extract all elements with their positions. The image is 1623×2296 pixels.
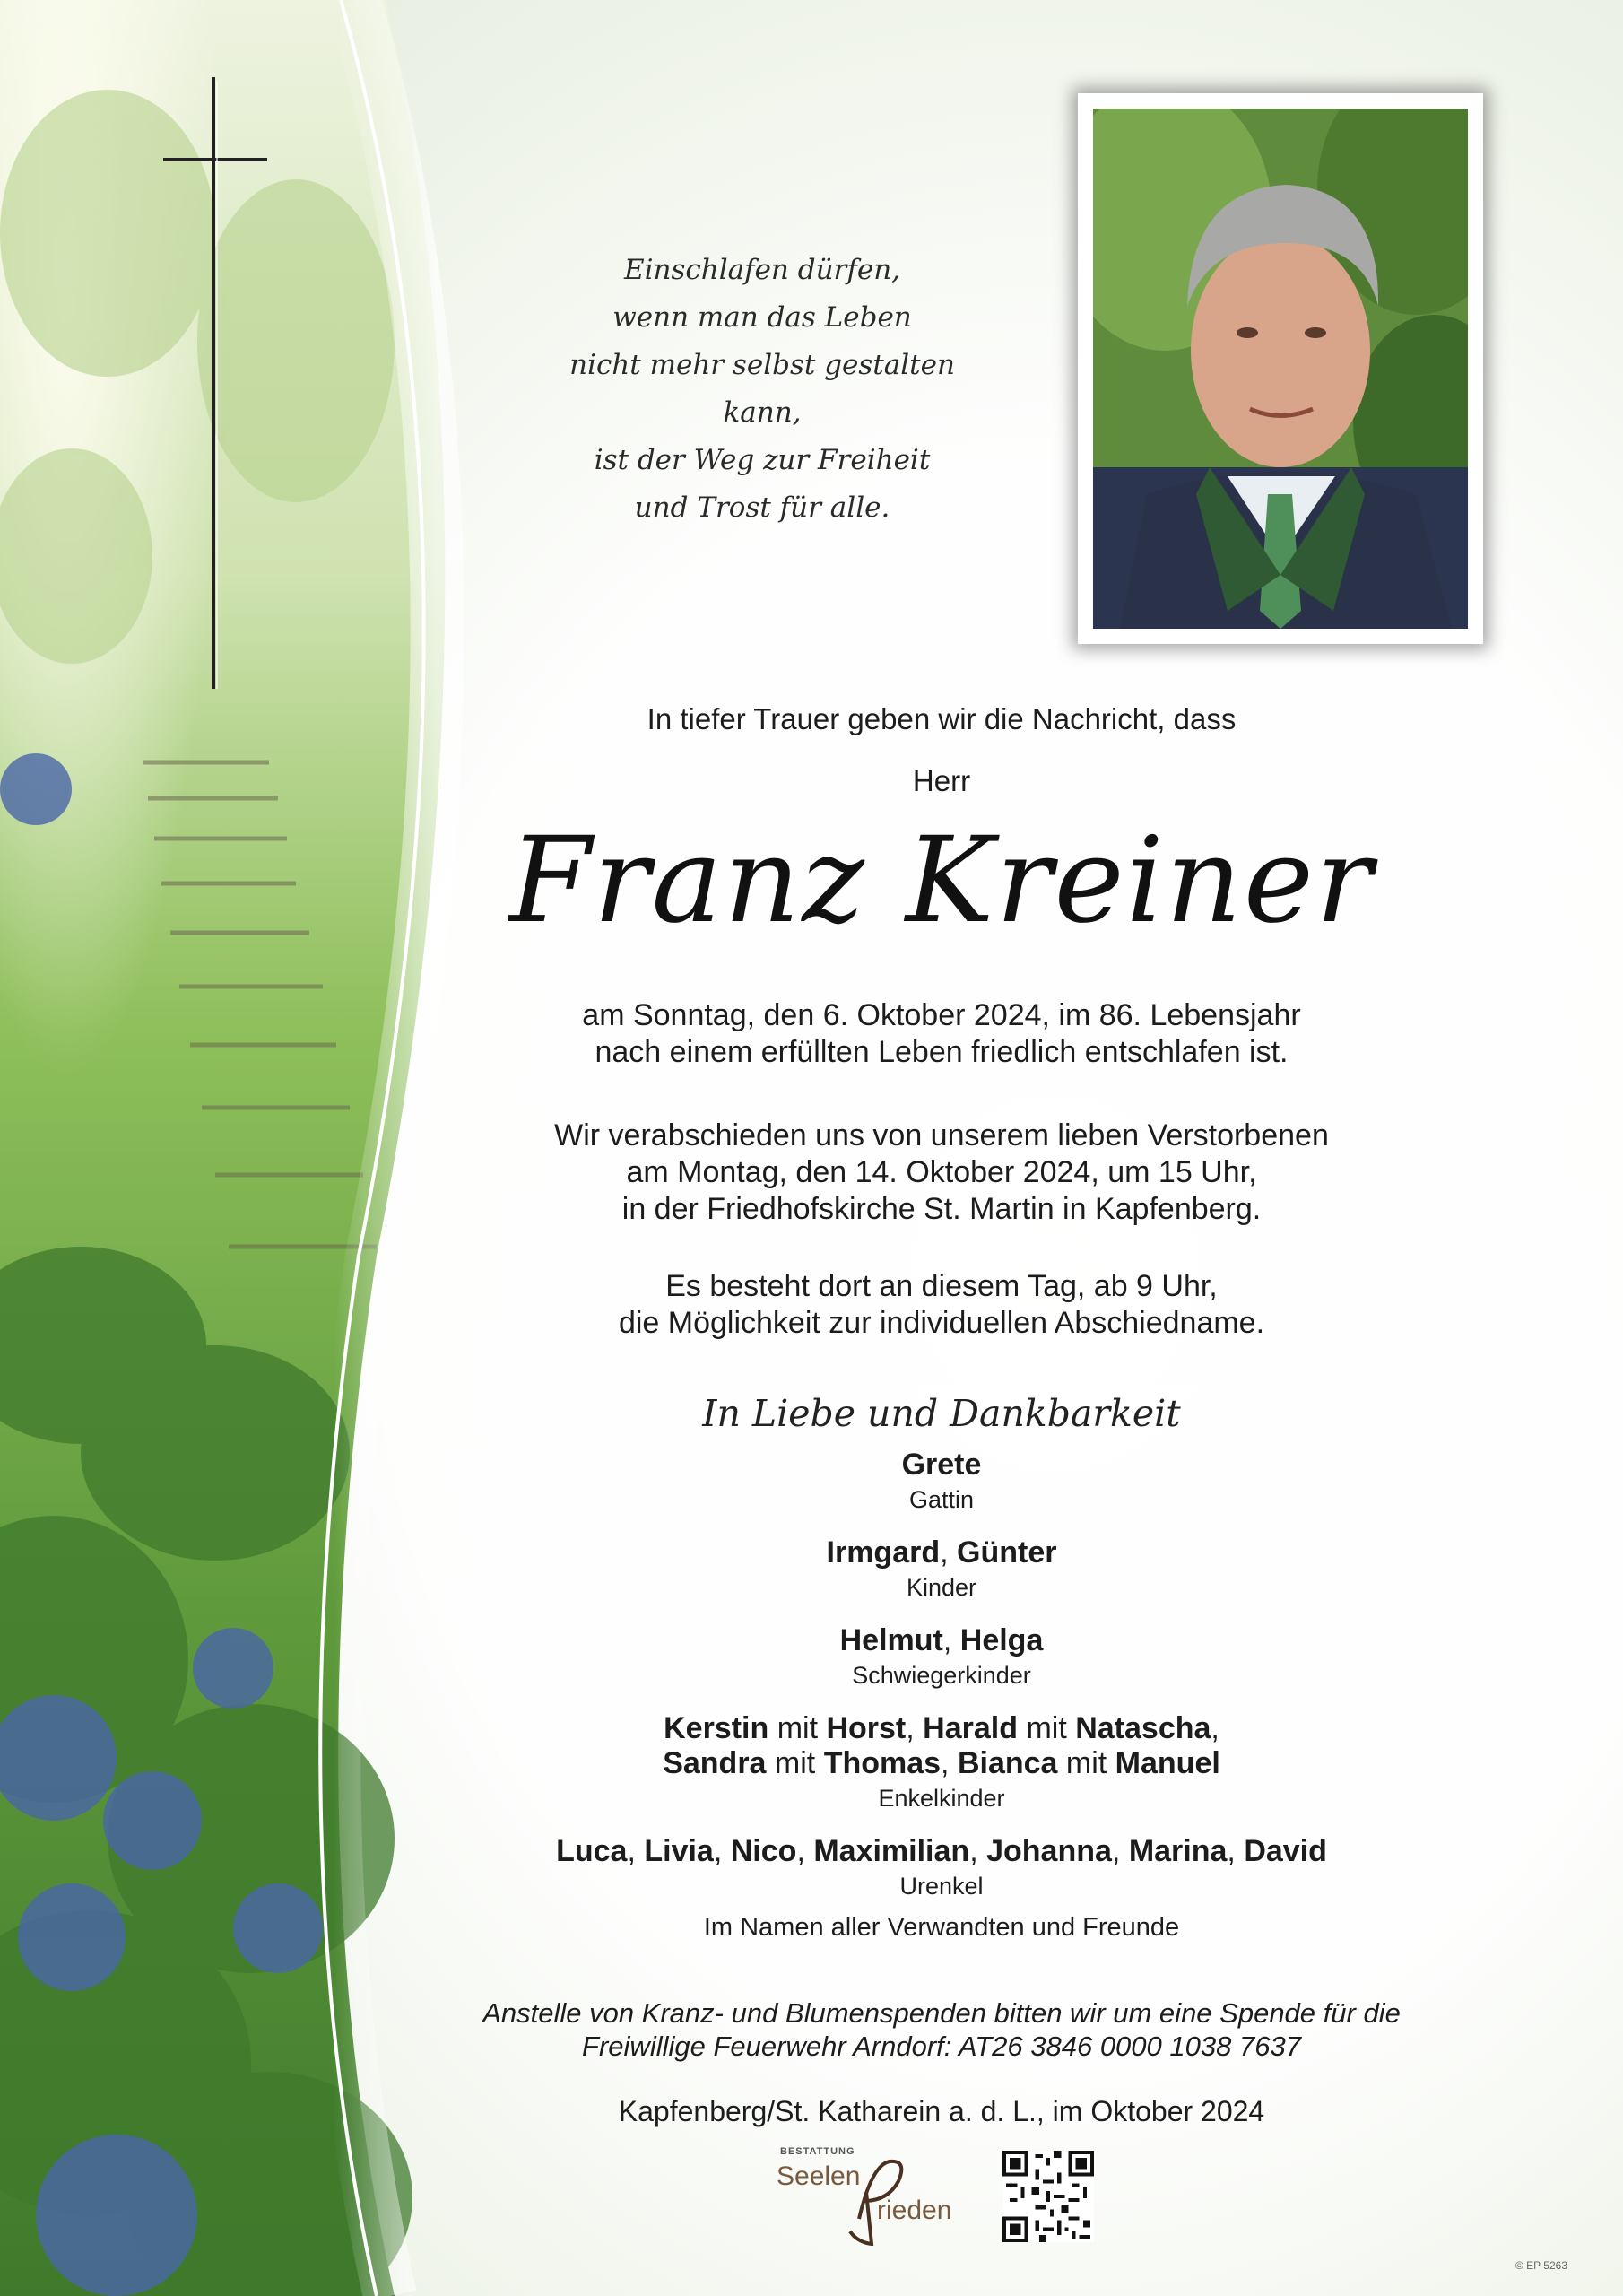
spouse-group: [448, 1448, 1435, 1514]
death-line: am Sonntag, den 6. Oktober 2024, im 86. Lebensjahr: [582, 998, 1301, 1032]
viewing-line: Es besteht dort an diesem Tag, ab 9 Uhr,: [665, 1269, 1218, 1303]
poem-line: nicht mehr selbst gestalten kann,: [569, 349, 955, 429]
funeral-home-logo: [771, 2138, 986, 2246]
relation-label: Enkelkinder: [878, 1785, 1005, 1812]
mourner-name: Sandra mit Thomas, Bianca mit Manuel: [663, 1746, 1220, 1780]
deceased-name: Franz Kreiner: [508, 812, 1375, 950]
relation-label: Kinder: [906, 1574, 977, 1601]
great-grandchildren-group: [448, 1834, 1435, 1900]
viewing-line: die Möglichkeit zur individuellen Abschiedname.: [618, 1306, 1265, 1340]
memorial-poem: [529, 247, 995, 532]
grandchildren-group: [448, 1711, 1435, 1813]
children-group: [448, 1535, 1435, 1602]
portrait-photo: [1093, 109, 1468, 629]
farewell-info: [466, 1118, 1417, 1228]
mourners-list: [448, 1448, 1435, 1922]
poem-line: wenn man das Leben: [612, 301, 912, 334]
logo-word-1: Seelen: [777, 2161, 861, 2191]
logo-word-2: rieden: [877, 2196, 952, 2225]
poem-line: Einschlafen dürfen,: [623, 254, 901, 286]
relation-label: Urenkel: [899, 1873, 984, 1900]
place-date: Kapfenberg/St. Katharein a. d. L., im Oktober 2024: [618, 2095, 1265, 2127]
mourner-name: Helmut, Helga: [839, 1623, 1044, 1657]
farewell-line: am Montag, den 14. Oktober 2024, um 15 Uhr,: [626, 1155, 1257, 1189]
mourner-name: Luca, Livia, Nico, Maximilian, Johanna, Marina, David: [556, 1834, 1327, 1868]
relatives-line: Im Namen aller Verwandten und Freunde: [703, 1913, 1180, 1942]
announcement-intro: In tiefer Trauer geben wir die Nachricht, dass: [647, 702, 1237, 735]
donation-line: Anstelle von Kranz- und Blumenspenden bitten wir um eine Spende für die: [482, 1997, 1401, 2029]
mourner-name: Irmgard, Günter: [826, 1535, 1057, 1570]
in-laws-group: [448, 1623, 1435, 1690]
logo-top-text: BESTATTUNG: [780, 2146, 855, 2157]
mourner-name: Kerstin mit Horst, Harald mit Natascha,: [664, 1711, 1219, 1745]
poem-line: und Trost für alle.: [634, 491, 890, 524]
viewing-info: [466, 1268, 1417, 1342]
death-line: nach einem erfüllten Leben friedlich entschlafen ist.: [595, 1035, 1289, 1069]
donation-request: [386, 1996, 1497, 2063]
qr-code: [1002, 2151, 1094, 2242]
relation-label: Gattin: [908, 1486, 975, 1513]
salutation: Herr: [912, 764, 971, 797]
relation-label: Schwiegerkinder: [852, 1662, 1031, 1689]
print-code: © EP 5263: [1515, 2259, 1567, 2272]
donation-line: Freiwillige Feuerwehr Arndorf: AT26 3846 0000 1038 7637: [582, 2031, 1301, 2062]
portrait-frame: [1078, 93, 1483, 644]
poem-line: ist der Weg zur Freiheit: [594, 444, 931, 476]
mourners-heading: In Liebe und Dankbarkeit: [702, 1392, 1181, 1435]
death-info: [466, 997, 1417, 1071]
farewell-line: Wir verabschieden uns von unserem lieben Verstorbenen: [554, 1118, 1329, 1152]
mourner-name: Grete: [901, 1448, 982, 1482]
farewell-line: in der Friedhofskirche St. Martin in Kapfenberg.: [621, 1192, 1262, 1226]
